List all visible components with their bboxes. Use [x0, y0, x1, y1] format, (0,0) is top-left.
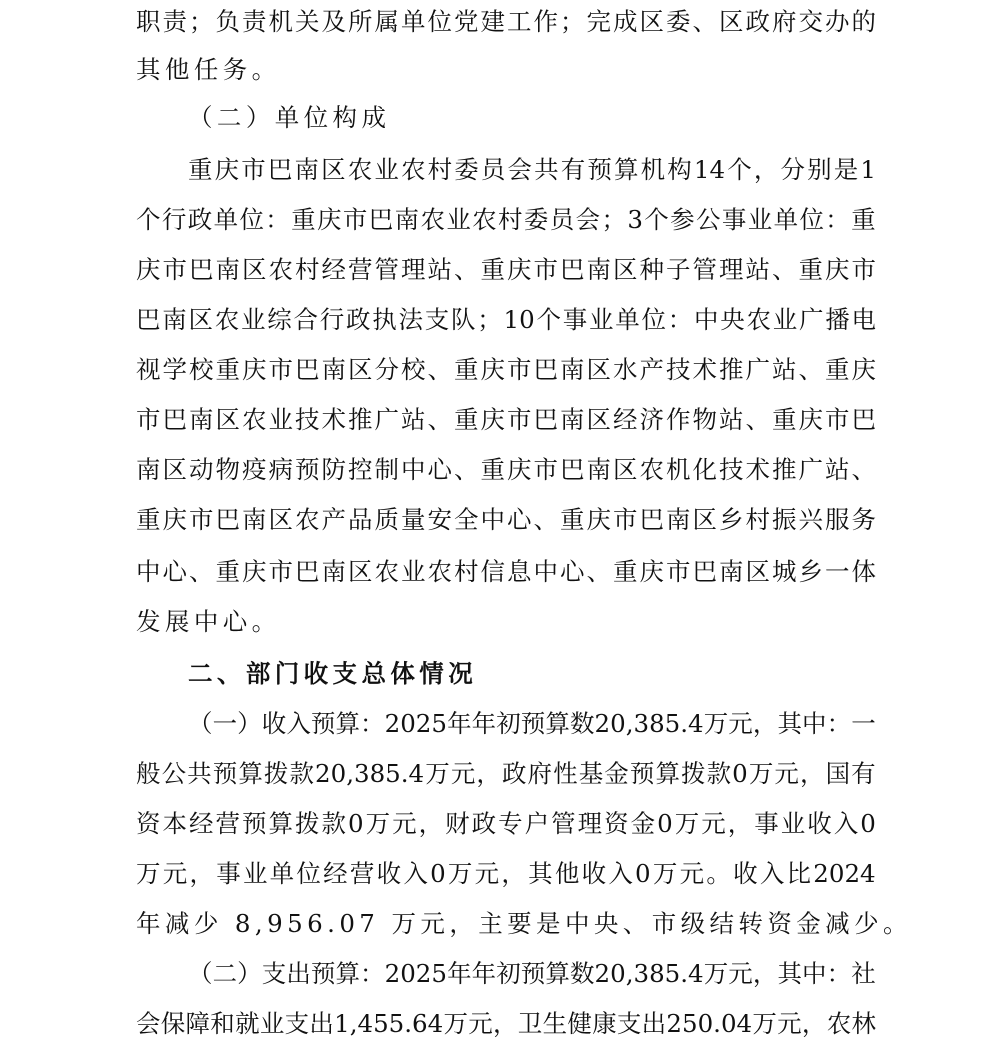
text-line: 年减少 8,956.07 万元，主要是中央、市级结转资金减少。	[136, 909, 912, 938]
text-line: 万 元 ， 事 业 单 位 经 营 收 入 0 万 元 ， 其 他 收 入 0 万 元 。 收 入 比 2024	[136, 859, 876, 888]
text-line: 般 公 共 预 算 拨 款 20,385.4 万 元 ， 政 府 性 基 金 预 算 拨 款 0 万 元 ， 国 有	[136, 759, 876, 788]
text-line: 视 学 校 重 庆 市 巴 南 区 分 校 、 重 庆 市 巴 南 区 水 产 技 术 推 广 站 、 重 庆	[136, 355, 876, 384]
text-line: 发展中心。	[136, 607, 281, 636]
text-line: 巴 南 区 农 业 综 合 行 政 执 法 支 队 ； 10 个 事 业 单 位 ： 中 央 农 业 广 播 电	[136, 305, 876, 334]
text-line: 重 庆 市 巴 南 区 农 产 品 质 量 安 全 中 心 、 重 庆 市 巴 南 区 乡 村 振 兴 服 务	[136, 505, 876, 534]
text-line: 职 责 ； 负 责 机 关 及 所 属 单 位 党 建 工 作 ； 完 成 区 委 、 区 政 府 交 办 的	[136, 7, 876, 36]
text-line: （ 二 ） 支 出 预 算 ： 2025 年 年 初 预 算 数 20,385.4 万 元 ， 其 中 ： 社	[188, 959, 876, 988]
text-line: 庆 市 巴 南 区 农 村 经 营 管 理 站 、 重 庆 市 巴 南 区 种 子 管 理 站 、 重 庆 市	[136, 255, 876, 284]
text-line: （ 一 ） 收 入 预 算 ： 2025 年 年 初 预 算 数 20,385.4 万 元 ， 其 中 ： 一	[188, 709, 876, 738]
text-line: 二、部门收支总体情况	[188, 659, 478, 688]
text-line: 会 保 障 和 就 业 支 出 1,455.64 万 元 ， 卫 生 健 康 支 出 250.04 万 元 ， 农 林	[136, 1009, 876, 1038]
text-line: 南 区 动 物 疫 病 预 防 控 制 中 心 、 重 庆 市 巴 南 区 农 机 化 技 术 推 广 站 、	[136, 455, 876, 484]
text-line: 市 巴 南 区 农 业 技 术 推 广 站 、 重 庆 市 巴 南 区 经 济 作 物 站 、 重 庆 市 巴	[136, 405, 876, 434]
text-line: 重 庆 市 巴 南 区 农 业 农 村 委 员 会 共 有 预 算 机 构 14 个 ， 分 别 是 1	[188, 155, 876, 184]
text-line: 资 本 经 营 预 算 拨 款 0 万 元 ， 财 政 专 户 管 理 资 金 0 万 元 ， 事 业 收 入 0	[136, 809, 876, 838]
text-line: 个 行 政 单 位 ： 重 庆 市 巴 南 农 业 农 村 委 员 会 ； 3 个 参 公 事 业 单 位 ： 重	[136, 205, 876, 234]
text-line: 中 心 、 重 庆 市 巴 南 区 农 业 农 村 信 息 中 心 、 重 庆 市 巴 南 区 城 乡 一 体	[136, 557, 876, 586]
text-line: 其他任务。	[136, 55, 281, 84]
text-line: （二）单位构成	[188, 103, 391, 132]
